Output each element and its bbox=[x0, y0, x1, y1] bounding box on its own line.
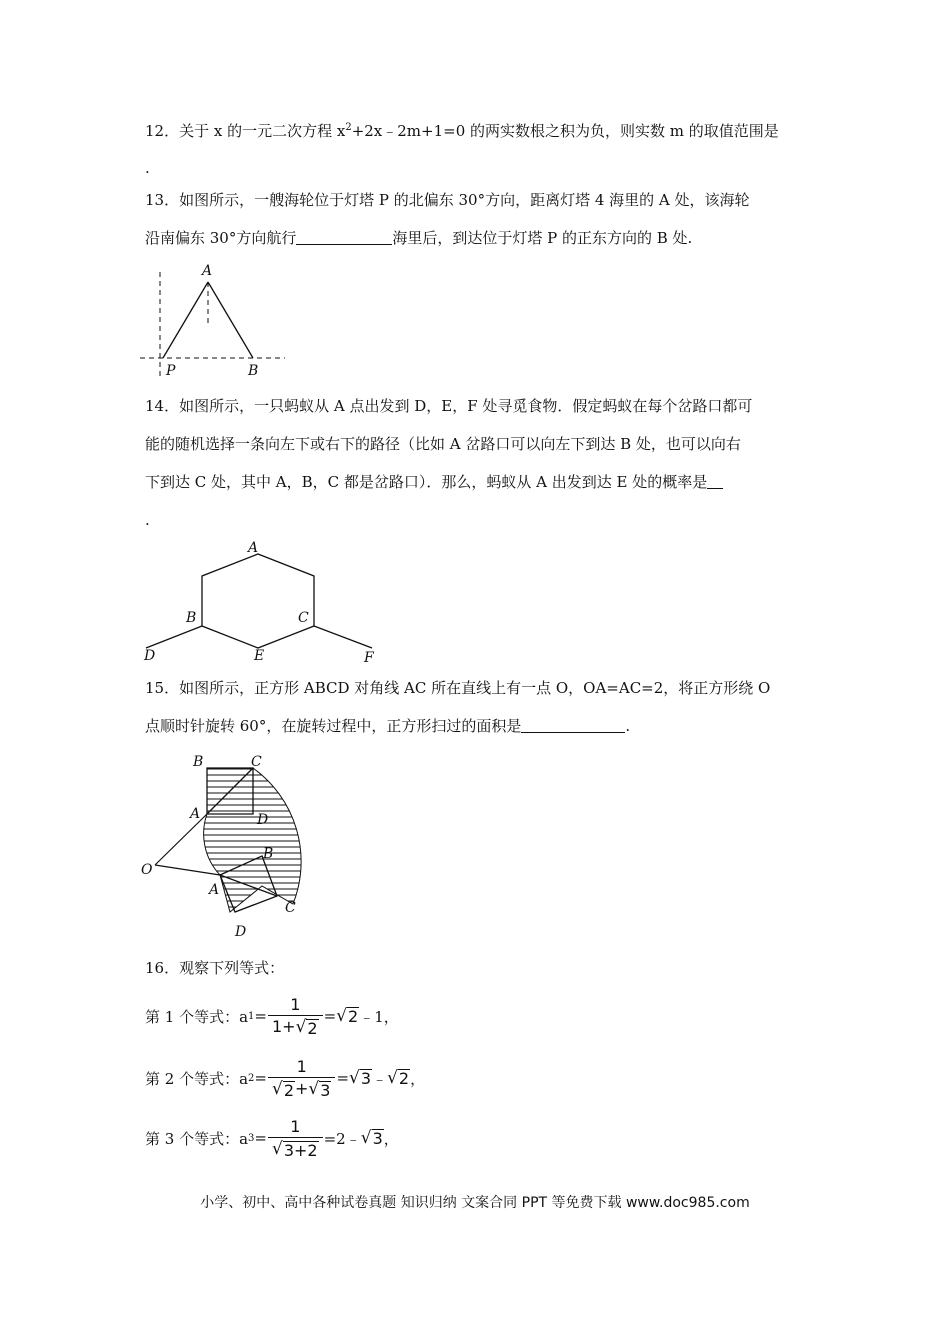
q14-label-D: D bbox=[144, 648, 156, 664]
q15-label-C2: C bbox=[285, 900, 296, 916]
sqrt-icon: √ bbox=[336, 1006, 348, 1026]
q14-line-3 bbox=[145, 472, 723, 492]
sqrt-icon: √ bbox=[387, 1068, 398, 1088]
q13-label-P: P bbox=[166, 363, 176, 379]
q16-e2-subscript: 2 bbox=[248, 1072, 255, 1084]
q16-e1-numerator: 1 bbox=[290, 994, 301, 1014]
q13-line-1: 13．如图所示，一艘海轮位于灯塔 P 的北偏东 30°方向，距离灯塔 4 海里的 A 处，该海轮 bbox=[145, 191, 750, 209]
q13-label-B: B bbox=[248, 363, 259, 379]
q16-e2-fraction bbox=[268, 1057, 335, 1100]
q14-label-A: A bbox=[248, 540, 259, 556]
q15-label-A1: A bbox=[190, 806, 201, 822]
q16-e2-tail: ， bbox=[410, 1069, 426, 1088]
q16-e2-minus: ﹣ bbox=[372, 1069, 388, 1088]
q16-e1-denominator bbox=[268, 1015, 323, 1038]
page-footer: 小学、初中、高中各种试卷真题 知识归纳 文案合同 PPT 等免费下载 www.doc985.com bbox=[200, 1195, 750, 1211]
q14-label-E: E bbox=[254, 648, 265, 664]
q16-e2-equals-2: = bbox=[336, 1069, 350, 1087]
q12-text-b: +2x﹣2m+1=0 的两实数根之积为负，则实数 m 的取值范围是 bbox=[351, 122, 779, 140]
q15-label-C1: C bbox=[251, 754, 262, 770]
q16-e3-subscript: 3 bbox=[248, 1132, 255, 1144]
q16-e1-den-radicand: 2 bbox=[307, 1018, 318, 1038]
q12-text-a: 12．关于 x 的一元二次方程 x bbox=[145, 122, 346, 140]
q13-segment-PA bbox=[163, 282, 208, 358]
q16-e1-tail: ﹣1， bbox=[359, 1007, 399, 1026]
q15-figure bbox=[135, 748, 315, 944]
q15-line-1: 15．如图所示，正方形 ABCD 对角线 AC 所在直线上有一点 O，OA=AC=2，将正方形绕 O bbox=[145, 679, 771, 697]
q15-line-2 bbox=[145, 716, 630, 736]
q16-e3-equals: = bbox=[254, 1129, 267, 1147]
q15-text-b: . bbox=[625, 717, 631, 735]
q16-e3-fraction bbox=[268, 1117, 323, 1160]
q16-e2-numerator: 1 bbox=[296, 1056, 307, 1076]
q16-e1-subscript: 1 bbox=[248, 1010, 255, 1022]
q14-answer-blank[interactable] bbox=[707, 474, 723, 489]
q12-line-1 bbox=[145, 118, 779, 141]
q16-e3-tail: ， bbox=[383, 1129, 399, 1148]
q16-equation-3 bbox=[145, 1116, 399, 1160]
q14-label-C: C bbox=[298, 610, 309, 626]
q15-label-D2: D bbox=[235, 924, 247, 940]
q14-branch-CF bbox=[314, 626, 372, 648]
q16-e2-den-plus: + bbox=[295, 1078, 309, 1098]
q14-label-B: B bbox=[186, 610, 197, 626]
q16-e2-den-radicand-2: 3 bbox=[320, 1080, 331, 1100]
q13-label-A: A bbox=[202, 263, 213, 279]
sqrt-icon: √ bbox=[271, 1078, 283, 1099]
q13-text-a: 沿南偏东 30°方向航行 bbox=[145, 229, 297, 247]
q14-label-F: F bbox=[364, 650, 374, 666]
q16-equation-1 bbox=[145, 994, 399, 1038]
q15-answer-blank[interactable] bbox=[521, 718, 625, 733]
q16-e1-radicand: 2 bbox=[348, 1007, 359, 1026]
q16-e2-equals: = bbox=[254, 1069, 267, 1087]
q16-e2-denominator bbox=[268, 1077, 335, 1100]
q16-e1-equals: = bbox=[254, 1007, 267, 1025]
q14-hexagon bbox=[202, 554, 314, 648]
q15-label-B1: B bbox=[193, 754, 204, 770]
q15-text-a: 点顺时针旋转 60°，在旋转过程中，正方形扫过的面积是 bbox=[145, 717, 522, 735]
q15-label-A2: A bbox=[209, 882, 220, 898]
q16-equation-2 bbox=[145, 1056, 425, 1100]
q16-e3-label: 第 3 个等式：a bbox=[145, 1129, 249, 1148]
q16-e3-den-radicand: 3+2 bbox=[283, 1140, 318, 1160]
sqrt-icon: √ bbox=[271, 1138, 283, 1159]
q16-e3-denominator bbox=[268, 1137, 323, 1160]
q14-text: 下到达 C 处，其中 A，B，C 都是岔路口）．那么，蚂蚁从 A 出发到达 E 处的概率是 bbox=[145, 473, 708, 491]
q16-e3-numerator: 1 bbox=[290, 1116, 301, 1136]
q16-e1-den-text: 1+ bbox=[271, 1016, 296, 1036]
q15-label-D1: D bbox=[257, 812, 269, 828]
sqrt-icon: √ bbox=[349, 1068, 360, 1088]
sqrt-icon: √ bbox=[295, 1016, 307, 1037]
sqrt-icon: √ bbox=[308, 1078, 320, 1099]
q14-line-2: 能的随机选择一条向左下或右下的路径（比如 A 岔路口可以向左下到达 B 处，也可以向右 bbox=[145, 435, 741, 453]
q15-label-B2: B bbox=[263, 846, 274, 862]
q12-exponent: 2 bbox=[345, 122, 352, 133]
q12-line-2: . bbox=[145, 159, 150, 177]
q14-line-4: . bbox=[145, 511, 150, 529]
q16-title: 16．观察下列等式： bbox=[145, 959, 285, 977]
q13-answer-blank[interactable] bbox=[296, 230, 392, 245]
sqrt-icon: √ bbox=[360, 1128, 372, 1148]
q14-line-1: 14．如图所示，一只蚂蚁从 A 点出发到 D，E，F 处寻觅食物．假定蚂蚁在每个岔路口都可 bbox=[145, 397, 753, 415]
q15-label-O: O bbox=[141, 862, 153, 878]
q16-e1-equals-2: = bbox=[323, 1007, 337, 1025]
q16-e3-radicand: 3 bbox=[372, 1129, 383, 1148]
q13-figure bbox=[135, 262, 295, 382]
q16-e2-label: 第 2 个等式：a bbox=[145, 1069, 249, 1088]
q16-e2-den-radicand-1: 2 bbox=[283, 1080, 295, 1100]
q13-line-2 bbox=[145, 228, 692, 248]
q14-branch-BD bbox=[146, 626, 202, 648]
q16-e2-radicand-1: 3 bbox=[360, 1069, 372, 1088]
q14-figure bbox=[138, 536, 388, 666]
q13-segment-AB bbox=[208, 282, 253, 358]
q15-segment-OA-rotated bbox=[155, 865, 220, 875]
q13-text-b: 海里后，到达位于灯塔 P 的正东方向的 B 处. bbox=[392, 229, 693, 247]
q16-e1-label: 第 1 个等式：a bbox=[145, 1007, 249, 1026]
q16-e3-equals-2: =2﹣ bbox=[323, 1129, 361, 1148]
q16-e1-fraction bbox=[268, 995, 323, 1038]
q16-e2-radicand-2: 2 bbox=[398, 1069, 410, 1088]
